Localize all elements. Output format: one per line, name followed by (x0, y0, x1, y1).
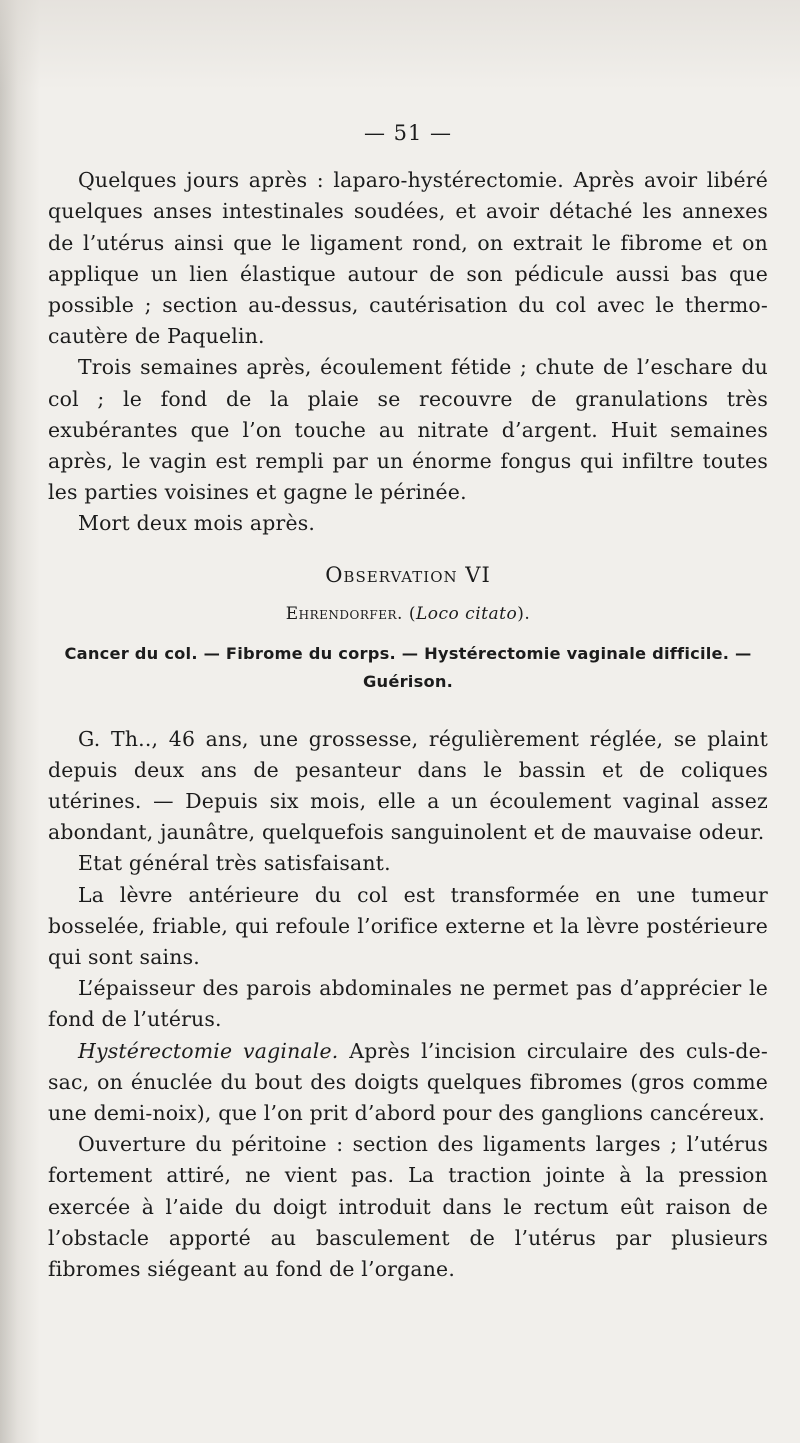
paragraph-epaisseur: L’épaisseur des parois abdominales ne permet pas d’apprécier le fond de l’utérus. (48, 976, 768, 1032)
hysterectomie-italic-lead: Hystérectomie vaginale. (78, 1038, 339, 1063)
paragraph-laparo-hysterectomie: Quelques jours après : laparo-hystérectomie. Après avoir libéré quelques anses intestinales soudées, et avoir détaché les annexes de l’utérus ainsi que le ligament rond, on extrait le fibrome et on applique un lien élastique autour de son pédicule aussi bas que possible ; section au-dessus, cautérisation du col avec le thermo-cautère de Paquelin. (48, 168, 768, 349)
paragraph-patient-history: G. Th.., 46 ans, une grossesse, régulièrement réglée, se plaint depuis deux ans de pesanteur dans le bassin et de coliques utérines. — Depuis six mois, elle a un écoulement vaginal assez abondant, jaunâtre, quelquefois sanguinolent et de mauvaise odeur. (48, 726, 768, 845)
observation-summary: Cancer du col. — Fibrome du corps. — Hystérectomie vaginale difficile. — Guérison. (64, 643, 752, 691)
page-number: — 51 — (363, 121, 453, 145)
observation-heading: Observation VI (325, 562, 491, 587)
paragraph-hysterectomie-vaginale (48, 1036, 768, 1130)
document-page (48, 118, 768, 1285)
paragraph-ouverture-peritoine: Ouverture du péritoine : section des ligaments larges ; l’utérus fortement attiré, ne vient pas. La traction jointe à la pression exercée à l’aide du doigt introduit dans le rectum eût raison de l’obstacle apporté au basculement de l’utérus par plusieurs fibromes siégeant au fond de l’organe. (48, 1132, 768, 1282)
paragraph-levre-anterieure: La lèvre antérieure du col est transformée en une tumeur bosselée, friable, qui refoule l’orifice externe et la lèvre postérieure qui sont sains. (48, 882, 768, 970)
paragraph-etat-general: Etat général très satisfaisant. (78, 851, 391, 876)
observation-author (48, 600, 768, 628)
author-reference: Loco citato (416, 603, 518, 624)
page-top-shadow (0, 0, 800, 90)
page-edge-shadow (0, 0, 40, 1443)
author-ref-open: ( (408, 603, 416, 624)
author-name: Ehrendorfer. (285, 603, 403, 624)
author-ref-close: ). (517, 603, 531, 624)
hysterectomie-text: Après l’incision circulaire des culs-de-sac, on énuclée du bout des doigts quelques fibromes (gros comme une demi-noix), que l’on prit d’abord pour des ganglions cancéreux. (48, 1038, 768, 1126)
paragraph-trois-semaines: Trois semaines après, écoulement fétide ; chute de l’eschare du col ; le fond de la plaie se recouvre de granulations très exubérantes que l’on touche au nitrate d’argent. Huit semaines après, le vagin est rempli par un énorme fongus qui infiltre toutes les parties voisines et gagne le périnée. (48, 355, 768, 505)
paragraph-mort: Mort deux mois après. (78, 511, 316, 536)
